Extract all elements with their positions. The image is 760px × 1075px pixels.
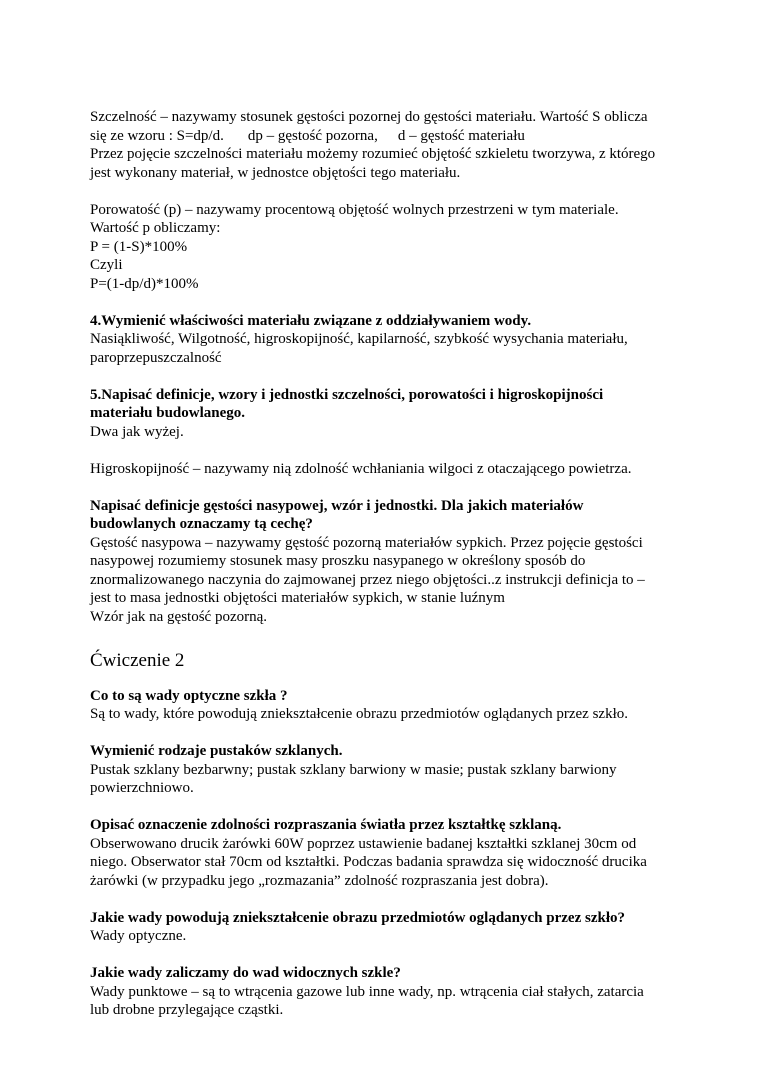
question-heading: Jakie wady zaliczamy do wad widocznych szkle? [90,965,401,981]
paragraph-line: jest wykonany materiał, w jednostce objętości tego materiału. [90,164,461,181]
formula-text: dp – gęstość pozorna, [247,127,378,144]
section-title: Ćwiczenie 2 [90,649,185,671]
document-page [90,108,680,1020]
answer-line: lub drobne przylegające cząstki. [90,1002,284,1018]
answer-line: znormalizowanego naczynia do zajmowanej przez niego objętości..z instrukcji definicja to – [90,571,645,588]
paragraph-line: Szczelność – nazywamy stosunek gęstości pozornej do gęstości materiału. Wartość S oblicza [90,109,648,125]
paragraph-line: Czyli [90,257,123,273]
question-heading: Wymienić rodzaje pustaków szklanych. [90,743,343,759]
paragraph-line: Wartość p obliczamy: [90,220,221,236]
answer-line: jest to masa jednostki objętości materiałów sypkich, w stanie luźnym [90,590,505,606]
question-heading: Jakie wady powodują zniekształcenie obrazu przedmiotów oglądanych przez szkło? [90,909,625,926]
formula-text: się ze wzoru : S=dp/d. [90,127,224,144]
formula-line: P = (1-S)*100% [90,238,188,255]
answer-line: Wzór jak na gęstość pozorną. [90,608,268,625]
answer-line: Obserwowano drucik żarówki 60W poprzez ustawienie badanej kształtki szklanej 30cm od [90,835,637,852]
answer-line: Nasiąkliwość, Wilgotność, higroskopijność, kapilarność, szybkość wysychania materiału, [90,331,628,347]
question-heading: materiału budowlanego. [90,405,246,421]
answer-line: paroprzepuszczalność [90,349,222,366]
question-heading: 4.Wymienić właściwości materiału związane z oddziaływaniem wody. [90,312,532,329]
question-heading: 5.Napisać definicje, wzory i jednostki szczelności, porowatości i higroskopijności [90,386,604,403]
question-heading: Co to są wady optyczne szkła ? [90,687,288,704]
answer-line: niego. Obserwator stał 70cm od kształtki. Podczas badania sprawdza się widoczność drucika [90,854,647,870]
answer-line: powierzchniowo. [90,780,194,796]
formula-text: d – gęstość materiału [397,127,525,144]
question-heading: Opisać oznaczenie zdolności rozpraszania światła przez kształtkę szklaną. [90,817,562,833]
answer-line: nasypowej rozumiemy stosunek masy proszku nasypanego w określony sposób do [90,553,586,569]
paragraph-line: Przez pojęcie szczelności materiału możemy rozumieć objętość szkieletu tworzywa, z którego [90,146,656,162]
answer-line: Pustak szklany bezbarwny; pustak szklany barwiony w masie; pustak szklany barwiony [90,761,617,778]
answer-line: Wady optyczne. [90,928,187,944]
formula-line: P=(1-dp/d)*100% [90,275,199,292]
question-heading: budowlanych oznaczamy tą cechę? [90,516,313,532]
paragraph-line: Porowatość (p) – nazywamy procentową objętość wolnych przestrzeni w tym materiale. [90,201,619,218]
question-heading: Napisać definicje gęstości nasypowej, wzór i jednostki. Dla jakich materiałów [90,497,584,514]
paragraph-line [90,127,680,146]
answer-line: Dwa jak wyżej. [90,423,184,440]
answer-line: żarówki (w przypadku jego „rozmazania” zdolność rozpraszania jest dobra). [90,872,549,889]
answer-line: Gęstość nasypowa – nazywamy gęstość pozorną materiałów sypkich. Przez pojęcie gęstości [90,534,643,551]
answer-line: Wady punktowe – są to wtrącenia gazowe lub inne wady, np. wtrącenia ciał stałych, zatarcia [90,983,644,1000]
answer-line: Są to wady, które powodują zniekształcenie obrazu przedmiotów oglądanych przez szkło. [90,706,629,722]
answer-line: Higroskopijność – nazywamy nią zdolność wchłaniania wilgoci z otaczającego powietrza. [90,460,632,477]
